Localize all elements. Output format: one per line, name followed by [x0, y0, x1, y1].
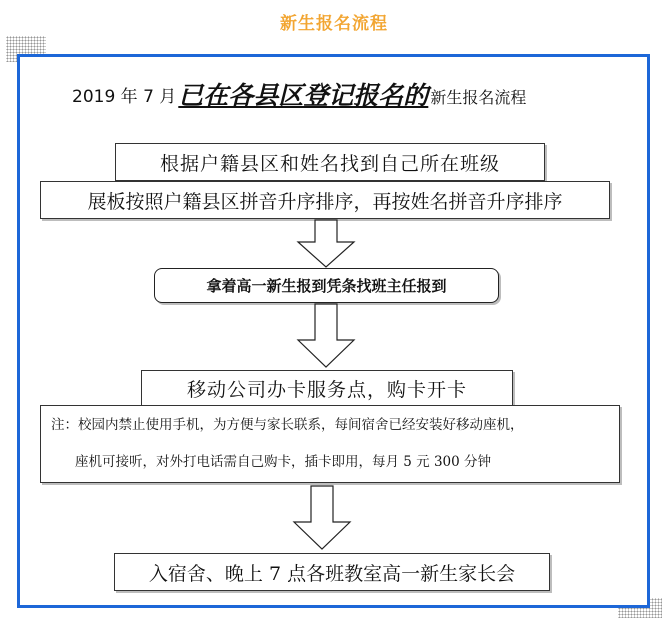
- down-arrow-icon: [292, 485, 352, 551]
- step-buy-sim-card-text: 移动公司办卡服务点，购卡开卡: [186, 378, 467, 401]
- down-arrow-icon: [296, 219, 356, 269]
- note-line-2: 座机可接听，对外打电话需自己购卡，插卡即用，每月 5 元 300 分钟: [75, 454, 492, 470]
- subheading-date: 2019 年 7 月: [72, 87, 177, 107]
- page-title: 新生报名流程: [280, 14, 388, 34]
- step-dorm-and-meeting: [114, 553, 550, 591]
- step-dorm-and-meeting-text: 入宿舍、晚上 7 点各班教室高一新生家长会: [148, 562, 516, 585]
- step-find-class-text: 根据户籍县区和姓名找到自己所在班级: [159, 152, 500, 175]
- step-board-sorting: [40, 181, 610, 219]
- step-report-teacher-text: 拿着高一新生报到凭条找班主任报到: [206, 277, 447, 295]
- down-arrow-icon: [296, 303, 356, 369]
- note-line-1: 注：校园内禁止使用手机，为方便与家长联系，每间宿舍已经安装好移动座机，: [51, 417, 524, 433]
- subheading-emphasis: 已在各县区登记报名的: [178, 81, 429, 110]
- note-phone-policy: [40, 405, 620, 483]
- flowchart-subheading: [72, 72, 526, 112]
- step-report-teacher: [154, 268, 499, 303]
- subheading-tail: 新生报名流程: [430, 88, 527, 107]
- step-buy-sim-card: [141, 370, 513, 406]
- step-board-sorting-text: 展板按照户籍县区拼音升序排序，再按姓名拼音升序排序: [87, 190, 563, 213]
- step-find-class: [115, 143, 545, 181]
